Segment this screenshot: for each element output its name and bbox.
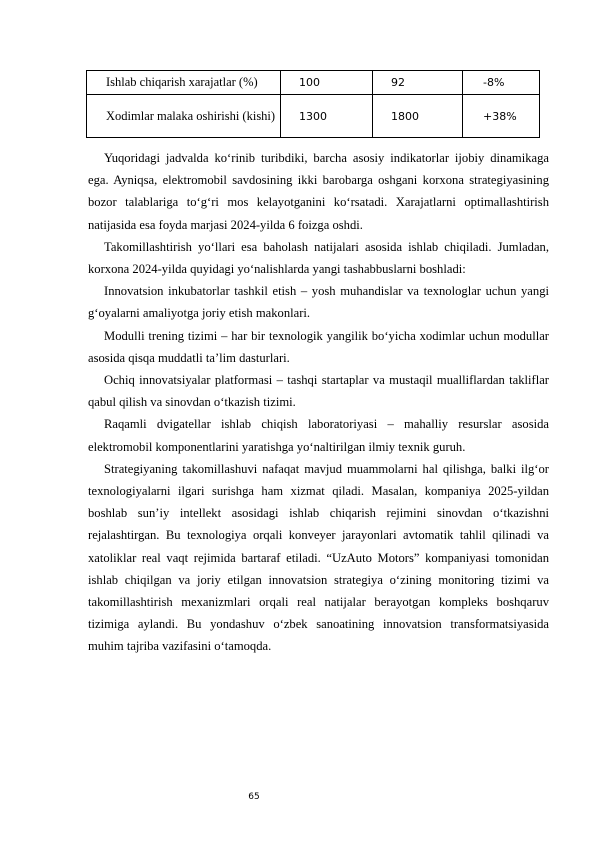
body-text [88, 147, 549, 658]
table-cell-value: 1300 [281, 95, 373, 138]
table-row [87, 71, 540, 95]
table-cell-indicator: Xodimlar malaka oshirishi (kishi) [87, 95, 281, 138]
paragraph-digital-engines-lab: Raqamli dvigatellar ishlab chiqish laboratoriyasi – mahalliy resurslar asosida elektromobil komponentlarini yaratishga yo‘naltirilgan ilmiy texnik guruh. [88, 417, 549, 454]
table-cell-change: +38% [463, 95, 540, 138]
paragraph-open-innovation: Ochiq innovatsiyalar platformasi – tashqi startaplar va mustaqil mualliflardan takliflar qabul qilish va sinovdan o‘tkazish tizimi. [88, 373, 549, 410]
table-cell-indicator: Ishlab chiqarish xarajatlar (%) [87, 71, 281, 95]
table-cell-value: 100 [281, 71, 373, 95]
paragraph-indicators-summary: Yuqoridagi jadvalda ko‘rinib turibdiki, barcha asosiy indikatorlar ijobiy dinamikaga ega. Ayniqsa, elektromobil savdosining ikki barobarga oshgani korxona strategiyasining bozor talablariga to‘g‘ri mos kelayotganini ko‘rsatadi. Xarajatlarni optimallashtirish natijasida esa foyda marjasi 2024-yilda 6 foizga oshdi. [88, 151, 549, 232]
paragraph-innovation-incubators: Innovatsion inkubatorlar tashkil etish – yosh muhandislar va texnologlar uchun yangi g‘oyalarni amaliyotga joriy etish makonlari. [88, 284, 549, 321]
table-cell-value: 1800 [373, 95, 463, 138]
paragraph-modular-training: Modulli trening tizimi – har bir texnologik yangilik bo‘yicha xodimlar uchun modullar asosida qisqa muddatli ta’lim dasturlari. [88, 328, 549, 365]
page-number: 65 [248, 792, 260, 802]
table-row [87, 95, 540, 138]
indicator-table [86, 70, 540, 138]
table-cell-change: -8% [463, 71, 540, 95]
paragraph-strategy-improvement: Strategiyaning takomillashuvi nafaqat mavjud muammolarni hal qilishga, balki ilg‘or texnologiyalarni ilgari surishga ham xizmat qiladi. Masalan, kompaniya 2025-yildan boshlab sun’iy intellekt asosidagi ishlab chiqarish rejimini sinovdan o‘tkazishni rejalashtirgan. Bu texnologiya orqali konveyer jarayonlari avtomatik tahlil qilinadi va xatoliklar real vaqt rejimida bartaraf etiladi. “UzAuto Motors” kompaniyasi tomonidan ishlab chiqilgan va joriy etilgan innovatsion strategiya o‘zining monitoring tizimi va takomillashtirish mexanizmlari orqali real natijalar berayotgan kompleks boshqaruv tizimiga aylandi. Bu yondashuv o‘zbek sanoatining innovatsion transformatsiyasida muhim tajriba vazifasini o‘tamoqda. [88, 461, 549, 654]
paragraph-improvement-intro: Takomillashtirish yo‘llari esa baholash natijalari asosida ishlab chiqiladi. Jumladan, korxona 2024-yilda quyidagi yo‘nalishlarda yangi tashabbuslarni boshladi: [88, 239, 549, 277]
table-cell-value: 92 [373, 71, 463, 95]
